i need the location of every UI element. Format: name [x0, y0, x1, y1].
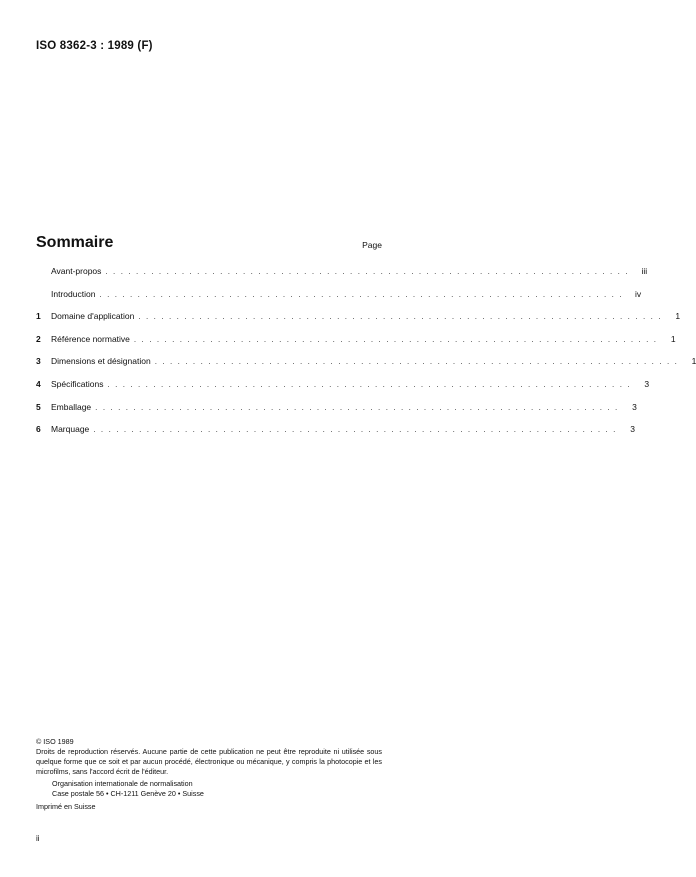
- toc-entry-page: 3: [644, 378, 650, 389]
- toc-entry-label: Introduction: [51, 288, 96, 299]
- toc-entry[interactable]: [36, 288, 642, 312]
- contents-title: Sommaire: [36, 234, 114, 251]
- toc-entry-number: 4: [36, 378, 41, 389]
- dot-leader: . . . . . . . . . . . . . . . . . . . . . . . . . . . . . . . . . . . . . . . . . . . . . . . . . . . . . . . . . . . . . . . . . . . . .: [93, 425, 617, 435]
- page-column-label: Page: [362, 240, 382, 250]
- toc-entry-label: Référence normative: [51, 333, 130, 344]
- toc-entry-page: 3: [630, 424, 635, 435]
- page-number: ii: [36, 834, 40, 843]
- postal-address: Case postale 56 • CH-1211 Genève 20 • Suisse: [52, 789, 204, 798]
- organization-name: Organisation internationale de normalisation: [52, 779, 193, 788]
- toc-entry-page: 3: [632, 401, 637, 412]
- toc-entry[interactable]: [36, 266, 648, 289]
- dot-leader: . . . . . . . . . . . . . . . . . . . . . . . . . . . . . . . . . . . . . . . . . . . . . . . . . . . . . . . . . . . . . . . . . . . . .: [95, 402, 619, 412]
- document-code: ISO 8362-3 : 1989 (F): [36, 40, 153, 52]
- dot-leader: . . . . . . . . . . . . . . . . . . . . . . . . . . . . . . . . . . . . . . . . . . . . . . . . . . . . . . . . . . . . . . . . . . . . .: [105, 267, 630, 276]
- toc-entry-page: iv: [634, 288, 642, 299]
- toc-entry-page: iii: [641, 266, 648, 276]
- toc-entry-number: 1: [36, 311, 41, 322]
- publisher-block: [52, 779, 382, 799]
- dot-leader: . . . . . . . . . . . . . . . . . . . . . . . . . . . . . . . . . . . . . . . . . . . . . . . . . . . . . . . . . . . . . . . . . . . . .: [99, 289, 624, 299]
- dot-leader: . . . . . . . . . . . . . . . . . . . . . . . . . . . . . . . . . . . . . . . . . . . . . . . . . . . . . . . . . . . . . . . . . . . . .: [154, 357, 679, 367]
- toc-entry-number: 5: [36, 401, 41, 412]
- rights-statement: Droits de reproduction réservés. Aucune partie de cette publication ne peut être reproduite ni utilisée sous quelque forme que ce soit et par aucun procédé, électronique ou mécanique, y compris la photocopie et les microfilms, sans l'accord écrit de l'éditeur.: [36, 747, 382, 776]
- toc-entry[interactable]: [36, 311, 681, 334]
- toc-entry[interactable]: [36, 401, 637, 425]
- toc-entry[interactable]: [36, 333, 676, 357]
- toc-entry-page: 1: [670, 333, 676, 344]
- toc-entry[interactable]: [36, 424, 635, 447]
- toc-entry-number: 3: [36, 356, 41, 367]
- toc-entry-label: Marquage: [51, 424, 90, 435]
- toc-entry[interactable]: [36, 378, 650, 402]
- toc-entry-label: Dimensions et désignation: [51, 356, 151, 367]
- toc-entry-label: Spécifications: [51, 378, 104, 389]
- toc-entry-number: 2: [36, 333, 41, 344]
- toc-entry-page: 1: [691, 356, 696, 367]
- toc-entry-label: Emballage: [51, 401, 92, 412]
- toc-entry-label: Domaine d'application: [51, 311, 135, 322]
- table-of-contents: [36, 266, 696, 447]
- toc-entry-label: Avant-propos: [51, 266, 102, 276]
- printed-in: Imprimé en Suisse: [36, 802, 96, 811]
- toc-entry-number: 6: [36, 424, 41, 435]
- toc-entry[interactable]: [36, 356, 696, 379]
- toc-entry-page: 1: [675, 311, 681, 322]
- copyright-line: © ISO 1989: [36, 737, 74, 746]
- dot-leader: . . . . . . . . . . . . . . . . . . . . . . . . . . . . . . . . . . . . . . . . . . . . . . . . . . . . . . . . . . . . . . . . . . . . .: [133, 334, 658, 344]
- dot-leader: . . . . . . . . . . . . . . . . . . . . . . . . . . . . . . . . . . . . . . . . . . . . . . . . . . . . . . . . . . . . . . . . . . . . .: [138, 312, 663, 322]
- copyright-notice: [36, 737, 382, 812]
- dot-leader: . . . . . . . . . . . . . . . . . . . . . . . . . . . . . . . . . . . . . . . . . . . . . . . . . . . . . . . . . . . . . . . . . . . . .: [107, 379, 632, 389]
